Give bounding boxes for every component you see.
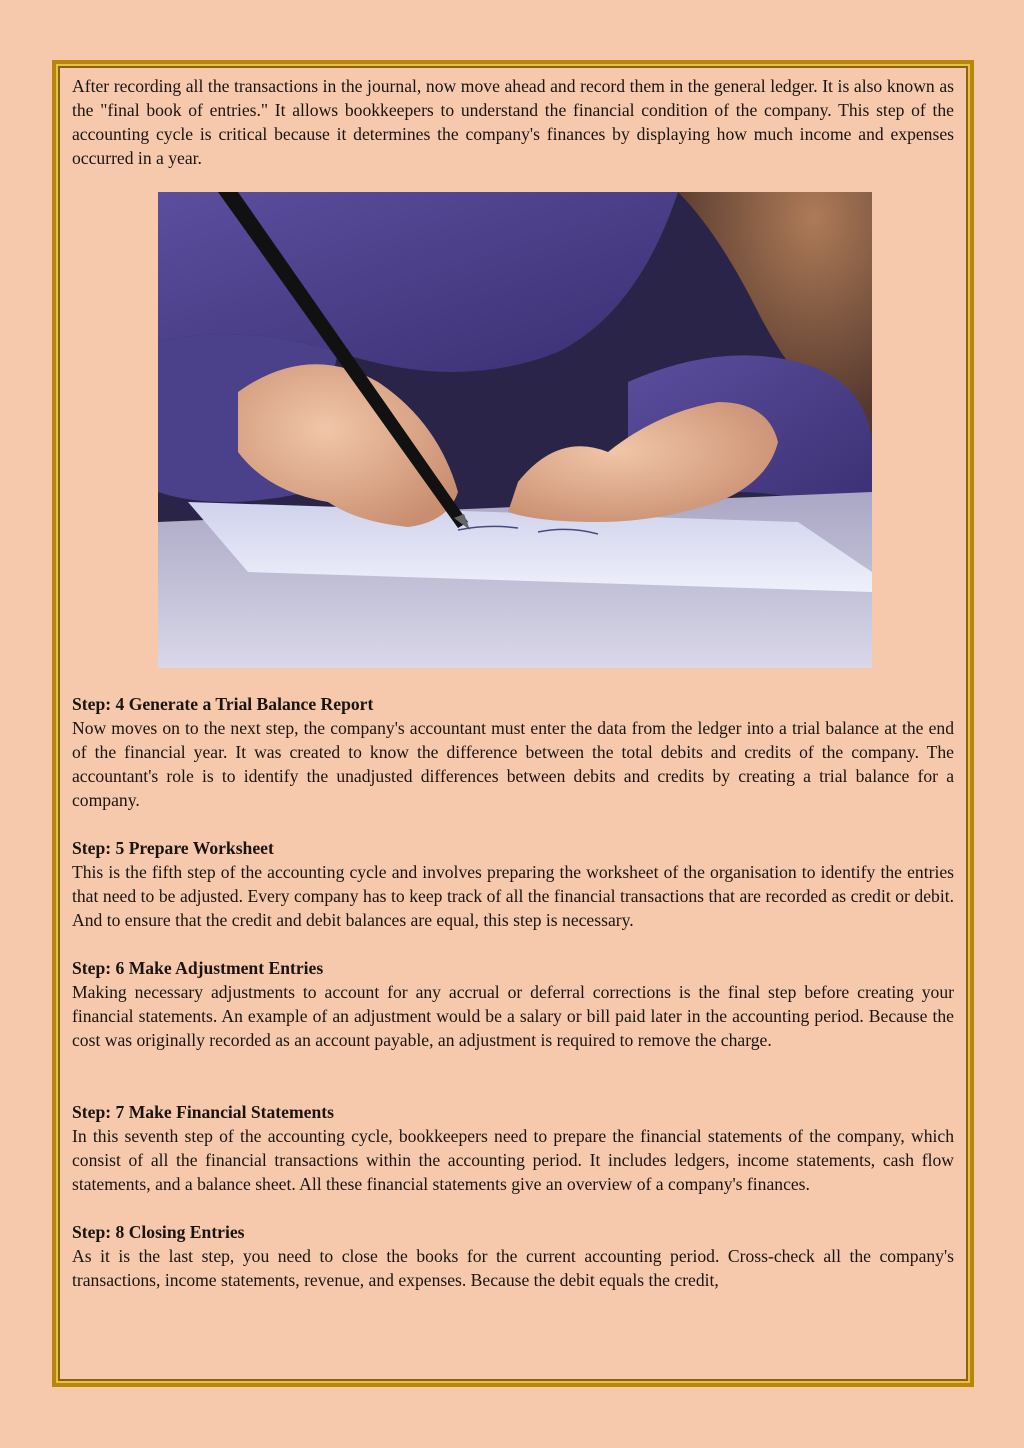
writing-hands-illustration (158, 192, 872, 668)
step-8-section (72, 1220, 954, 1292)
step-8-body: As it is the last step, you need to close the books for the current accounting period. Cross-check all the company's transactions, income statements, revenue, and expenses. Because the debit equals the credit, (72, 1246, 954, 1290)
step-6-title: Step: 6 Make Adjustment Entries (72, 958, 324, 978)
page-frame (52, 60, 974, 1387)
step-7-title: Step: 7 Make Financial Statements (72, 1102, 334, 1122)
step-5-section (72, 836, 954, 932)
step-6-body: Making necessary adjustments to account for any accrual or deferral corrections is the final step before creating your financial statements. An example of an adjustment would be a salary or bill paid later in the accounting period. Because the cost was originally recorded as an account payable, an adjustment is required to remove the charge. (72, 982, 954, 1050)
step-5-body: This is the fifth step of the accounting cycle and involves preparing the worksheet of the organisation to identify the entries that need to be adjusted. Every company has to keep track of all the financial transactions that are recorded as credit or debit. And to ensure that the credit and debit balances are equal, this step is necessary. (72, 862, 954, 930)
step-4-section (72, 692, 954, 812)
step-7-section (72, 1100, 954, 1196)
step-4-title: Step: 4 Generate a Trial Balance Report (72, 694, 374, 714)
step-5-title: Step: 5 Prepare Worksheet (72, 838, 274, 858)
step-6-section (72, 956, 954, 1052)
step-4-body: Now moves on to the next step, the company's accountant must enter the data from the ledger into a trial balance at the end of the financial year. It was created to know the difference between the total debits and credits of the company. The accountant's role is to identify the unadjusted differences between debits and credits by creating a trial balance for a company. (72, 718, 954, 810)
intro-paragraph: After recording all the transactions in the journal, now move ahead and record them in the general ledger. It is also known as the "final book of entries." It allows bookkeepers to understand the financial condition of the company. This step of the accounting cycle is critical because it determines the company's finances by displaying how much income and expenses occurred in a year. (72, 76, 954, 168)
page-content (72, 74, 954, 1292)
writing-hands-photo (158, 192, 872, 668)
step-7-body: In this seventh step of the accounting cycle, bookkeepers need to prepare the financial statements of the company, which consist of all the financial transactions within the accounting period. It includes ledgers, income statements, cash flow statements, and a balance sheet. All these financial statements give an overview of a company's finances. (72, 1126, 954, 1194)
step-8-title: Step: 8 Closing Entries (72, 1222, 245, 1242)
